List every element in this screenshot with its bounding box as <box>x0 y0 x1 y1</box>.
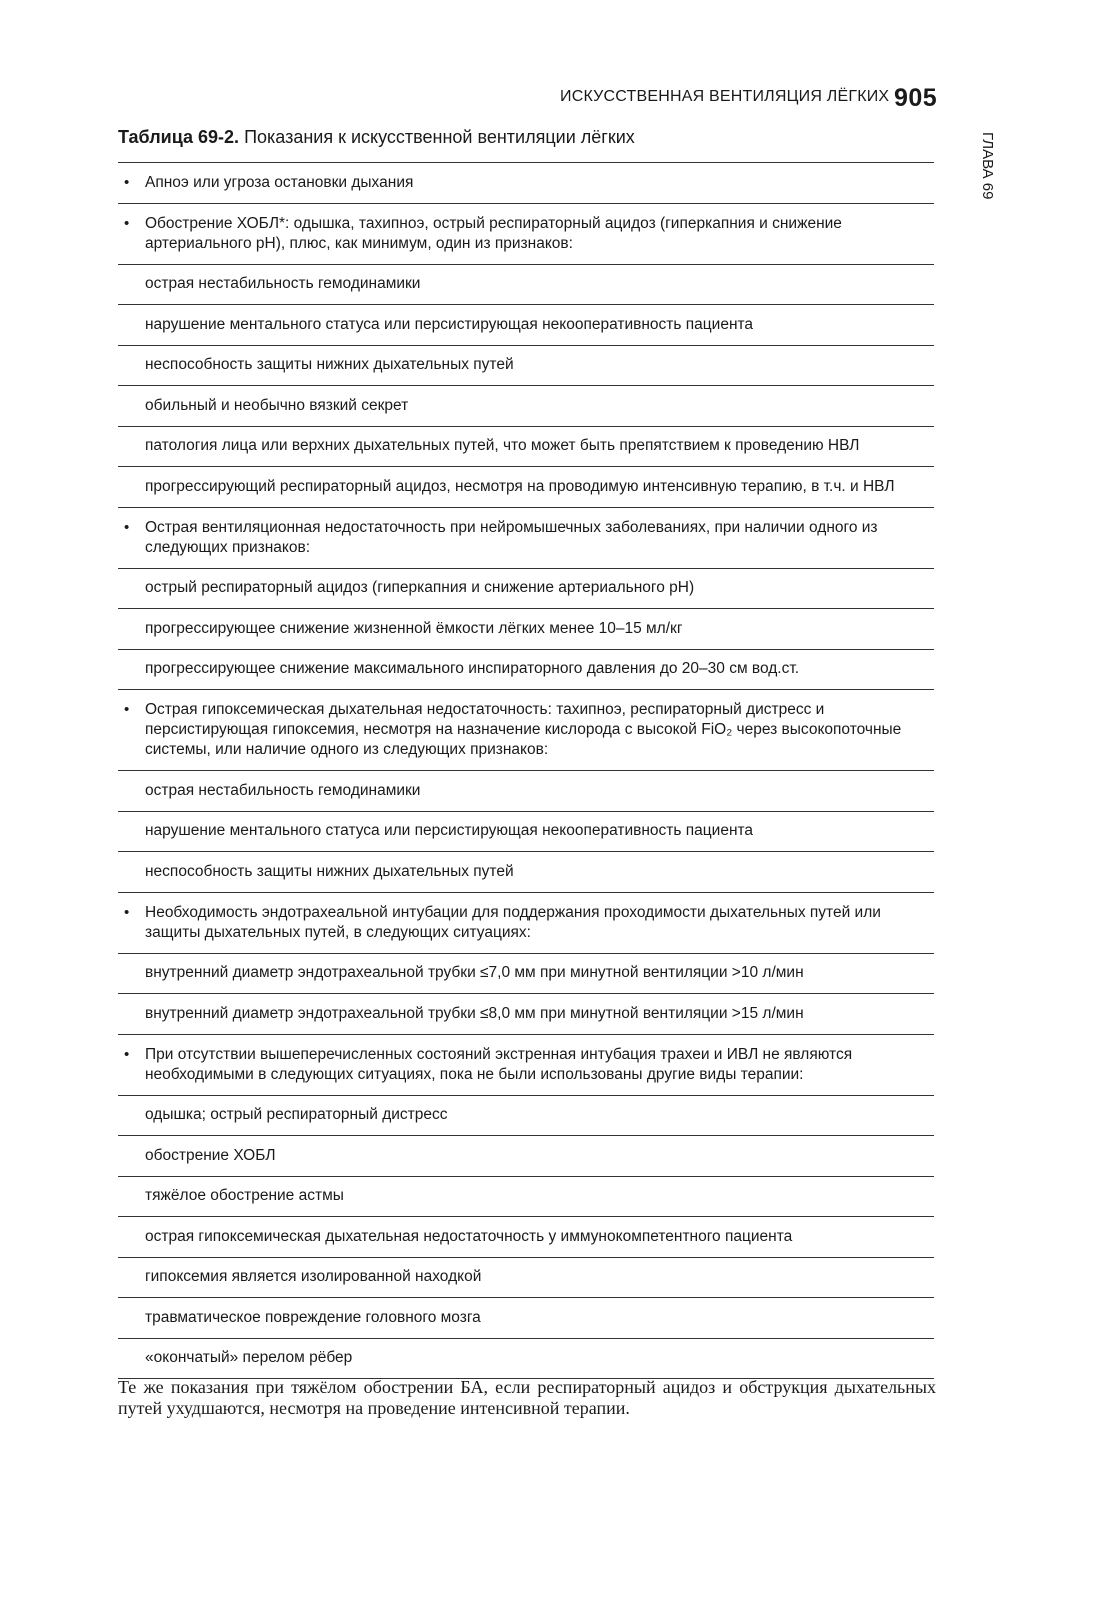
table-row <box>118 569 934 610</box>
table-row <box>118 954 934 995</box>
table-label: Таблица 69-2. <box>118 127 240 147</box>
table-caption: Показания к искусственной вентиляции лёгких <box>244 127 635 147</box>
row-text: острая гипоксемическая дыхательная недостаточность у иммунокомпетентного пациента <box>145 1227 793 1245</box>
row-text: обильный и необычно вязкий секрет <box>145 396 409 414</box>
table-row <box>118 1339 934 1380</box>
table-row <box>118 1136 934 1177</box>
row-text: гипоксемия является изолированной находкой <box>145 1268 482 1286</box>
bullet-icon: • <box>124 1045 130 1063</box>
row-text: Апноэ или угроза остановки дыхания <box>145 174 414 191</box>
row-text: травматическое повреждение головного мозга <box>145 1308 481 1326</box>
row-text: прогрессирующее снижение жизненной ёмкости лёгких менее 10–15 мл/кг <box>145 619 683 637</box>
bullet-icon: • <box>124 214 130 232</box>
table-row <box>118 427 934 468</box>
table-row <box>118 1258 934 1299</box>
row-text: Острая вентиляционная недостаточность при нейромышечных заболеваниях, при наличии одного из следующих признаков: <box>145 518 878 556</box>
table-row <box>118 163 934 204</box>
table-footnote: Те же показания при тяжёлом обострении БА, если респираторный ацидоз и обструкция дыхательных путей ухудшаются, несмотря на проведение интенсивной терапии. <box>118 1377 936 1418</box>
row-text: внутренний диаметр эндотрахеальной трубки ≤8,0 мм при минутной вентиляции >15 л/мин <box>145 1004 804 1022</box>
table-row <box>118 265 934 306</box>
bullet-icon: • <box>124 701 130 718</box>
table-row <box>118 346 934 387</box>
chapter-tab: ГЛАВА 69 <box>979 132 996 200</box>
table-title <box>118 127 635 148</box>
running-head: ИСКУССТВЕННАЯ ВЕНТИЛЯЦИЯ ЛЁГКИХ <box>560 88 890 105</box>
row-text: тяжёлое обострение астмы <box>145 1187 344 1205</box>
row-text: «окончатый» перелом рёбер <box>145 1349 353 1367</box>
row-text: одышка; острый респираторный дистресс <box>145 1106 448 1124</box>
row-text: прогрессирующее снижение максимального инспираторного давления до 20–30 см вод.ст. <box>145 660 800 678</box>
row-text: обострение ХОБЛ <box>145 1146 276 1164</box>
table-row <box>118 1035 934 1096</box>
row-text: Необходимость эндотрахеальной интубации для поддержания проходимости дыхательных путей или защиты дыхательных путей, в следующих ситуациях: <box>145 903 881 941</box>
bullet-icon: • <box>124 518 130 536</box>
table-row <box>118 508 934 569</box>
bullet-icon: • <box>124 174 130 191</box>
table-row <box>118 771 934 812</box>
table-row <box>118 1217 934 1258</box>
table-row <box>118 204 934 265</box>
row-text: нарушение ментального статуса или персистирующая некооперативность пациента <box>145 315 754 333</box>
table-row <box>118 650 934 691</box>
row-text: острый респираторный ацидоз (гиперкапния и снижение артериального рН) <box>145 579 695 597</box>
page-number: 905 <box>894 84 938 112</box>
row-text: патология лица или верхних дыхательных путей, что может быть препятствием к проведению НВЛ <box>145 437 860 455</box>
table-row <box>118 305 934 346</box>
table-row <box>118 609 934 650</box>
table-row <box>118 1096 934 1137</box>
row-text: внутренний диаметр эндотрахеальной трубки ≤7,0 мм при минутной вентиляции >10 л/мин <box>145 964 804 982</box>
row-text: При отсутствии вышеперечисленных состояний экстренная интубация трахеи и ИВЛ не являются необходимыми в следующих ситуациях, пока не были использованы другие виды терапии: <box>145 1045 853 1083</box>
row-text: острая нестабильность гемодинамики <box>145 781 421 799</box>
table-row <box>118 386 934 427</box>
row-text: острая нестабильность гемодинамики <box>145 275 421 293</box>
table-row <box>118 994 934 1035</box>
row-text: неспособность защиты нижних дыхательных путей <box>145 862 514 880</box>
table-row <box>118 467 934 508</box>
bullet-icon: • <box>124 903 130 921</box>
table-row <box>118 812 934 853</box>
row-text: нарушение ментального статуса или персистирующая некооперативность пациента <box>145 822 754 840</box>
indications-table <box>118 162 934 1379</box>
table-row <box>118 1298 934 1339</box>
table-row <box>118 1177 934 1218</box>
table-row <box>118 852 934 893</box>
row-text: Острая гипоксемическая дыхательная недостаточность: тахипноэ, респираторный дистресс и персистирующая гипоксемия, несмотря на назначение кислорода с высокой FiO₂ через высокопоточные системы, или наличие одного из следующих признаков: <box>145 701 902 758</box>
row-text: прогрессирующий респираторный ацидоз, несмотря на проводимую интенсивную терапию, в т.ч. и НВЛ <box>145 477 895 495</box>
table-row <box>118 893 934 954</box>
table-row <box>118 690 934 771</box>
row-text: Обострение ХОБЛ*: одышка, тахипноэ, острый респираторный ацидоз (гиперкапния и снижение артериального рН), плюс, как минимум, один из признаков: <box>145 214 842 252</box>
row-text: неспособность защиты нижних дыхательных путей <box>145 356 514 374</box>
